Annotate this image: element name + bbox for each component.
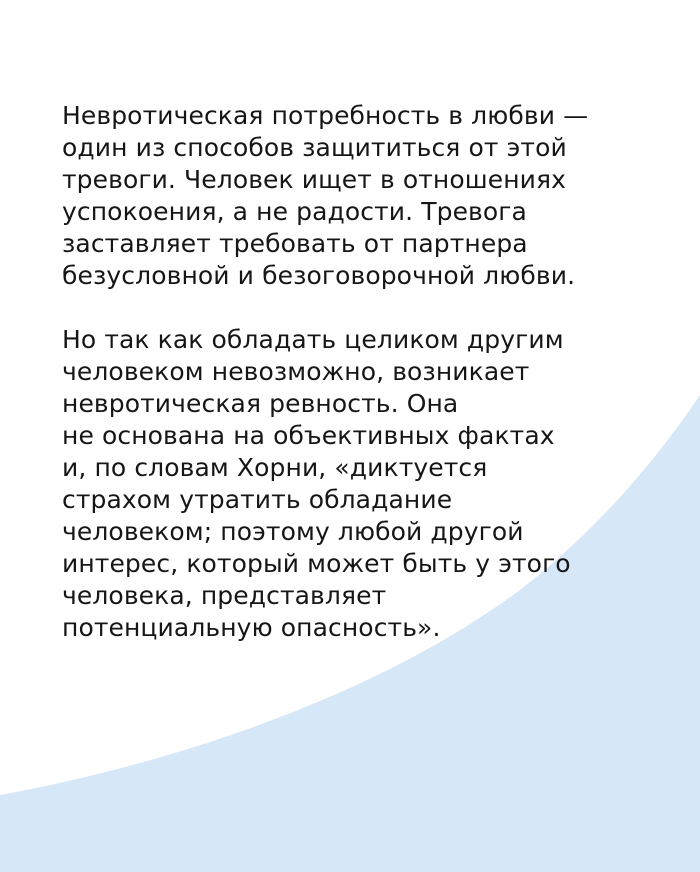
text-line: Но так как обладать целиком другим <box>62 325 564 354</box>
text-line: тревоги. Человек ищет в отношениях <box>62 165 567 194</box>
text-line: безусловной и безоговорочной любви. <box>62 261 576 290</box>
text-line: невротическая ревность. Она <box>62 389 459 418</box>
text-line: страхом утратить обладание <box>62 485 453 514</box>
text-line: заставляет требовать от партнера <box>62 229 528 258</box>
text-line: человеком; поэтому любой другой <box>62 517 524 546</box>
text-line: один из способов защититься от этой <box>62 133 567 162</box>
text-line: человеком невозможно, возникает <box>62 357 530 386</box>
text-line: и, по словам Хорни, «диктуется <box>62 453 488 482</box>
text-line: интерес, который может быть у этого <box>62 549 571 578</box>
text-line: потенциальную опасность». <box>62 613 441 642</box>
text-line: успокоения, а не радости. Тревога <box>62 197 527 226</box>
article-text <box>62 100 662 644</box>
text-line: не основана на объективных фактах <box>62 421 555 450</box>
text-line: Невротическая потребность в любви — <box>62 101 589 130</box>
paragraph-2 <box>62 324 662 644</box>
paragraph-1 <box>62 100 662 292</box>
text-line: человека, представляет <box>62 581 387 610</box>
